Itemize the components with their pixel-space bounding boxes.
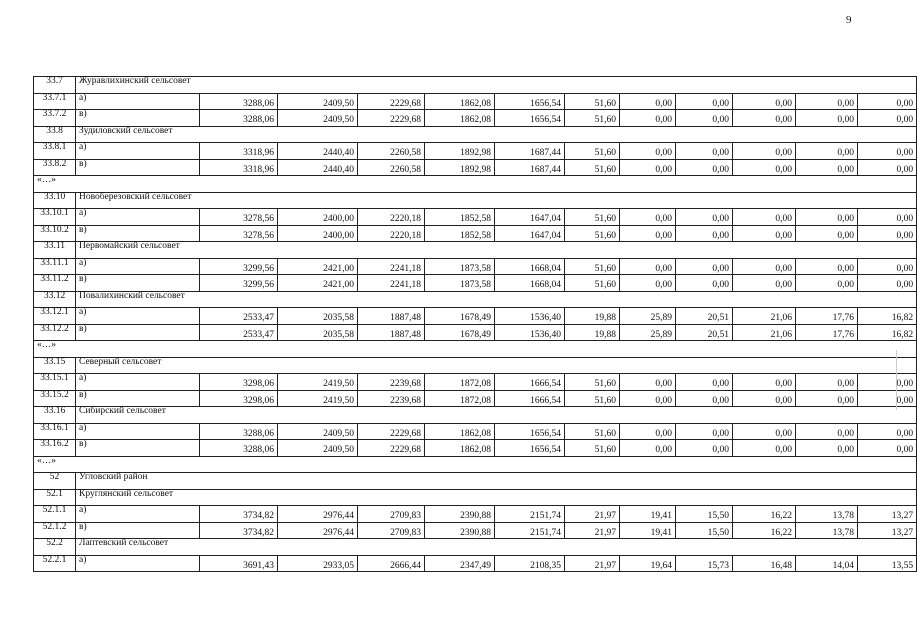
value-cell: 1862,08 [425,423,495,440]
section-row [34,407,917,424]
value-cell: 2260,58 [358,159,425,176]
table-row [34,143,917,160]
value-cell: 2239,68 [358,374,425,391]
section-title: Угловский район [76,473,917,490]
row-subtype: а) [76,258,200,275]
value-cell: 51,60 [565,110,620,127]
table-row [34,110,917,127]
value-cell: 1887,48 [358,324,425,341]
value-cell: 1872,08 [425,374,495,391]
value-cell: 19,41 [620,522,676,539]
value-cell: 13,27 [858,506,917,523]
section-title: Лаптевский сельсовет [76,539,917,556]
value-cell: 2419,50 [278,390,358,407]
value-cell: 0,00 [858,440,917,457]
row-code: 52.2 [34,539,76,556]
row-subtype: а) [76,374,200,391]
row-code: 33.12.2 [34,324,76,341]
omission-row [34,341,917,358]
value-cell: 0,00 [620,209,676,226]
value-cell: 3691,43 [200,555,278,572]
value-cell: 0,00 [733,423,796,440]
value-cell: 1687,44 [495,143,565,160]
value-cell: 51,60 [565,225,620,242]
value-cell: 2409,50 [278,93,358,110]
table-row [34,308,917,325]
value-cell: 0,00 [858,275,917,292]
value-cell: 0,00 [620,159,676,176]
value-cell: 51,60 [565,390,620,407]
value-cell: 0,00 [796,225,858,242]
row-code: 33.7.2 [34,110,76,127]
value-cell: 16,82 [858,324,917,341]
value-cell: 2421,00 [278,275,358,292]
value-cell: 0,00 [733,225,796,242]
value-cell: 3278,56 [200,225,278,242]
value-cell: 2666,44 [358,555,425,572]
value-cell: 0,00 [733,209,796,226]
value-cell: 0,00 [858,143,917,160]
row-subtype: а) [76,308,200,325]
row-subtype: в) [76,225,200,242]
value-cell: 1852,58 [425,225,495,242]
value-cell: 0,00 [858,110,917,127]
value-cell: 0,00 [620,143,676,160]
value-cell: 51,60 [565,209,620,226]
value-cell: 2409,50 [278,110,358,127]
value-cell: 1656,54 [495,423,565,440]
table-row [34,506,917,523]
value-cell: 1656,54 [495,93,565,110]
value-cell: 1656,54 [495,110,565,127]
section-row [34,291,917,308]
table-row [34,93,917,110]
omission-row [34,456,917,473]
value-cell: 1892,98 [425,143,495,160]
row-subtype: а) [76,209,200,226]
value-cell: 13,78 [796,522,858,539]
value-cell: 1666,54 [495,374,565,391]
section-title: Журавлихинский сельсовет [76,77,917,94]
value-cell: 1873,58 [425,258,495,275]
value-cell: 0,00 [796,423,858,440]
value-cell: 3299,56 [200,275,278,292]
value-cell: 0,00 [858,423,917,440]
value-cell: 0,00 [796,390,858,407]
section-title: Повалихинский сельсовет [76,291,917,308]
row-code: 33.15.2 [34,390,76,407]
value-cell: 1862,08 [425,110,495,127]
row-code: 52.1 [34,489,76,506]
value-cell: 0,00 [676,440,733,457]
row-code: 33.16.2 [34,440,76,457]
value-cell: 1668,04 [495,275,565,292]
row-code: 33.15.1 [34,374,76,391]
value-cell: 25,89 [620,324,676,341]
section-row [34,77,917,94]
row-code: 33.16.1 [34,423,76,440]
value-cell: 3288,06 [200,110,278,127]
value-cell: 2976,44 [278,522,358,539]
table-row [34,522,917,539]
value-cell: 0,00 [733,374,796,391]
value-cell: 13,55 [858,555,917,572]
value-cell: 21,97 [565,555,620,572]
table-row [34,225,917,242]
value-cell: 2108,35 [495,555,565,572]
table-row [34,423,917,440]
value-cell: 2229,68 [358,440,425,457]
value-cell: 0,00 [858,93,917,110]
value-cell: 0,00 [620,440,676,457]
value-cell: 0,00 [620,390,676,407]
value-cell: 2400,00 [278,225,358,242]
value-cell: 0,00 [858,225,917,242]
value-cell: 0,00 [733,440,796,457]
row-code: 33.7 [34,77,76,94]
value-cell: 3278,56 [200,209,278,226]
omission-mark: «…» [34,176,917,193]
value-cell: 2229,68 [358,110,425,127]
value-cell: 0,00 [733,110,796,127]
value-cell: 0,00 [676,258,733,275]
value-cell: 13,27 [858,522,917,539]
value-cell: 13,78 [796,506,858,523]
value-cell: 0,00 [676,275,733,292]
value-cell: 0,00 [676,209,733,226]
value-cell: 0,00 [733,390,796,407]
value-cell: 16,22 [733,506,796,523]
value-cell: 3734,82 [200,506,278,523]
tariff-table [33,76,917,572]
value-cell: 0,00 [858,258,917,275]
row-code: 33.10 [34,192,76,209]
value-cell: 1647,04 [495,225,565,242]
value-cell: 2709,83 [358,506,425,523]
value-cell: 2229,68 [358,423,425,440]
value-cell: 2933,05 [278,555,358,572]
row-code: 33.12 [34,291,76,308]
row-subtype: а) [76,506,200,523]
value-cell: 0,00 [676,93,733,110]
row-code: 33.11.2 [34,275,76,292]
row-code: 33.12.1 [34,308,76,325]
value-cell: 0,00 [733,258,796,275]
row-subtype: а) [76,423,200,440]
value-cell: 0,00 [796,209,858,226]
value-cell: 51,60 [565,423,620,440]
value-cell: 2419,50 [278,374,358,391]
section-title: Зудиловский сельсовет [76,126,917,143]
value-cell: 19,64 [620,555,676,572]
row-subtype: а) [76,143,200,160]
value-cell: 0,00 [676,110,733,127]
value-cell: 0,00 [796,93,858,110]
section-row [34,242,917,259]
section-row [34,489,917,506]
value-cell: 3288,06 [200,440,278,457]
row-subtype: в) [76,324,200,341]
value-cell: 1536,40 [495,308,565,325]
value-cell: 1687,44 [495,159,565,176]
value-cell: 21,06 [733,308,796,325]
value-cell: 2241,18 [358,275,425,292]
value-cell: 1852,58 [425,209,495,226]
value-cell: 0,00 [733,143,796,160]
section-title: Сибирский сельсовет [76,407,917,424]
value-cell: 15,50 [676,522,733,539]
value-cell: 0,00 [620,275,676,292]
value-cell: 1536,40 [495,324,565,341]
row-code: 33.10.1 [34,209,76,226]
row-subtype: в) [76,159,200,176]
value-cell: 0,00 [796,374,858,391]
omission-row [34,176,917,193]
value-cell: 2440,40 [278,159,358,176]
value-cell: 17,76 [796,308,858,325]
value-cell: 2409,50 [278,440,358,457]
row-subtype: в) [76,440,200,457]
value-cell: 2409,50 [278,423,358,440]
row-code: 33.8 [34,126,76,143]
section-row [34,473,917,490]
value-cell: 0,00 [620,93,676,110]
value-cell: 2035,58 [278,308,358,325]
value-cell: 1668,04 [495,258,565,275]
value-cell: 2347,49 [425,555,495,572]
value-cell: 2151,74 [495,522,565,539]
value-cell: 2390,88 [425,522,495,539]
value-cell: 51,60 [565,93,620,110]
value-cell: 1666,54 [495,390,565,407]
value-cell: 0,00 [676,159,733,176]
value-cell: 19,88 [565,324,620,341]
section-title: Северный сельсовет [76,357,917,374]
table-row [34,159,917,176]
row-subtype: а) [76,555,200,572]
row-code: 33.7.1 [34,93,76,110]
section-row [34,357,917,374]
value-cell: 16,82 [858,308,917,325]
value-cell: 3298,06 [200,374,278,391]
row-code: 33.16 [34,407,76,424]
row-code: 52.1.1 [34,506,76,523]
value-cell: 0,00 [620,110,676,127]
table-row [34,209,917,226]
row-code: 52.1.2 [34,522,76,539]
value-cell: 1892,98 [425,159,495,176]
value-cell: 0,00 [796,258,858,275]
section-title: Первомайский сельсовет [76,242,917,259]
row-code: 33.8.1 [34,143,76,160]
value-cell: 2220,18 [358,225,425,242]
row-subtype: в) [76,390,200,407]
omission-mark: «…» [34,456,917,473]
row-code: 52.2.1 [34,555,76,572]
value-cell: 0,00 [620,374,676,391]
value-cell: 3734,82 [200,522,278,539]
row-code: 33.10.2 [34,225,76,242]
value-cell: 2533,47 [200,308,278,325]
value-cell: 2390,88 [425,506,495,523]
value-cell: 2229,68 [358,93,425,110]
value-cell: 1872,08 [425,390,495,407]
value-cell: 15,73 [676,555,733,572]
value-cell: 0,00 [796,159,858,176]
value-cell: 1656,54 [495,440,565,457]
scan-edge-mark [896,350,897,410]
value-cell: 0,00 [796,440,858,457]
value-cell: 2035,58 [278,324,358,341]
value-cell: 3288,06 [200,93,278,110]
value-cell: 2976,44 [278,506,358,523]
value-cell: 51,60 [565,374,620,391]
value-cell: 2260,58 [358,143,425,160]
row-code: 33.15 [34,357,76,374]
page-number: 9 [846,14,852,26]
value-cell: 15,50 [676,506,733,523]
value-cell: 3298,06 [200,390,278,407]
table-row [34,374,917,391]
value-cell: 0,00 [676,143,733,160]
value-cell: 0,00 [796,110,858,127]
row-code: 52 [34,473,76,490]
value-cell: 2421,00 [278,258,358,275]
value-cell: 0,00 [620,423,676,440]
value-cell: 19,88 [565,308,620,325]
value-cell: 1873,58 [425,275,495,292]
value-cell: 2440,40 [278,143,358,160]
value-cell: 1647,04 [495,209,565,226]
value-cell: 2533,47 [200,324,278,341]
table-row [34,440,917,457]
row-subtype: в) [76,522,200,539]
section-row [34,126,917,143]
section-row [34,539,917,556]
value-cell: 20,51 [676,324,733,341]
value-cell: 0,00 [676,225,733,242]
value-cell: 51,60 [565,143,620,160]
value-cell: 21,97 [565,506,620,523]
value-cell: 1862,08 [425,93,495,110]
value-cell: 0,00 [733,275,796,292]
value-cell: 51,60 [565,258,620,275]
row-code: 33.8.2 [34,159,76,176]
section-title: Новоберезовский сельсовет [76,192,917,209]
value-cell: 2709,83 [358,522,425,539]
row-subtype: а) [76,93,200,110]
value-cell: 0,00 [676,374,733,391]
value-cell: 21,06 [733,324,796,341]
value-cell: 0,00 [676,390,733,407]
table-row [34,324,917,341]
row-subtype: в) [76,110,200,127]
value-cell: 2220,18 [358,209,425,226]
value-cell: 0,00 [676,423,733,440]
value-cell: 25,89 [620,308,676,325]
value-cell: 3299,56 [200,258,278,275]
value-cell: 0,00 [858,390,917,407]
value-cell: 16,22 [733,522,796,539]
value-cell: 0,00 [858,209,917,226]
value-cell: 0,00 [858,374,917,391]
value-cell: 0,00 [796,143,858,160]
section-title: Круглянский сельсовет [76,489,917,506]
value-cell: 51,60 [565,440,620,457]
row-subtype: в) [76,275,200,292]
value-cell: 2400,00 [278,209,358,226]
omission-mark: «…» [34,341,917,358]
value-cell: 14,04 [796,555,858,572]
value-cell: 0,00 [620,225,676,242]
value-cell: 21,97 [565,522,620,539]
table-row [34,555,917,572]
row-code: 33.11.1 [34,258,76,275]
value-cell: 2151,74 [495,506,565,523]
value-cell: 16,48 [733,555,796,572]
value-cell: 0,00 [733,159,796,176]
table-row [34,390,917,407]
value-cell: 0,00 [796,275,858,292]
section-row [34,192,917,209]
table-row [34,275,917,292]
value-cell: 3318,96 [200,143,278,160]
value-cell: 2239,68 [358,390,425,407]
value-cell: 0,00 [620,258,676,275]
value-cell: 1887,48 [358,308,425,325]
value-cell: 20,51 [676,308,733,325]
value-cell: 1862,08 [425,440,495,457]
value-cell: 3318,96 [200,159,278,176]
value-cell: 51,60 [565,275,620,292]
value-cell: 1678,49 [425,308,495,325]
value-cell: 3288,06 [200,423,278,440]
value-cell: 51,60 [565,159,620,176]
value-cell: 0,00 [733,93,796,110]
table-row [34,258,917,275]
value-cell: 17,76 [796,324,858,341]
value-cell: 2241,18 [358,258,425,275]
value-cell: 0,00 [858,159,917,176]
value-cell: 19,41 [620,506,676,523]
row-code: 33.11 [34,242,76,259]
value-cell: 1678,49 [425,324,495,341]
